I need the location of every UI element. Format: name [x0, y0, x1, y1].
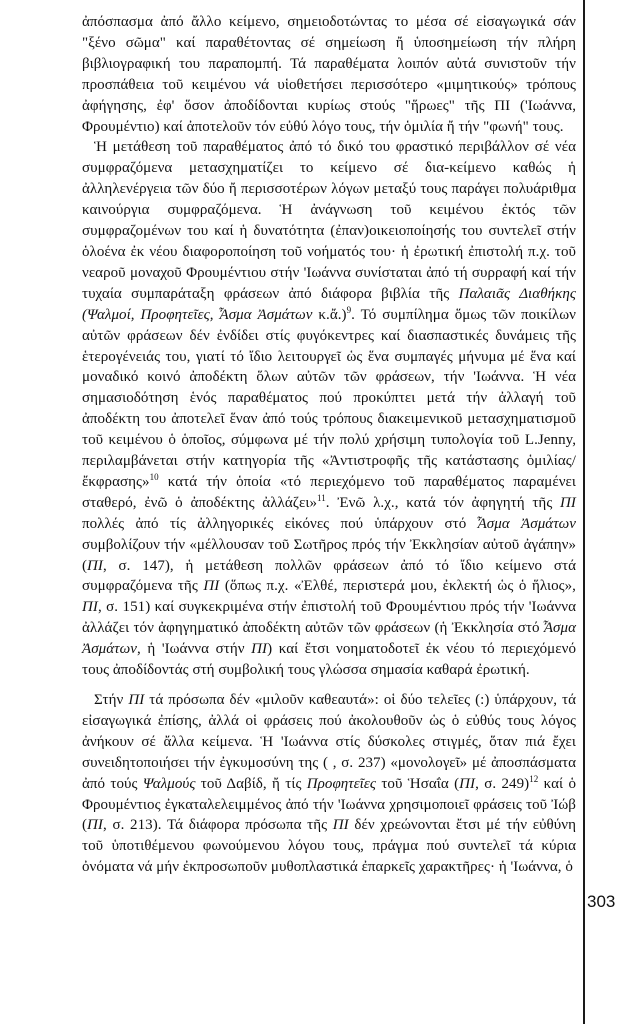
- text-run: Ἡ μετάθεση τοῦ παραθέματος ἀπό τό δικό του φραστικό περιβάλλον σέ νέα συμφραζόμενα μετασχηματίζει το κείμενο σέ δια-κείμενο καθώς ἡ ἀλληλενέργεια τῶν δύο ἤ περισσοτέρων λόγων μεταξύ τους παράγει πολυάριθμα καινούργια συμφραζόμενα. Ἡ ἀνάγνωση τοῦ κειμένου ἐκτός τῶν συμφραζομένων του καί ἡ δυνατότητα (ἐπαν)οικειοποίησής του συντελεῖ στήν ὁλοένα ἐκ νέου διαφοροποίηση τοῦ νοήματός του· ἡ ἐρωτική ἐπιστολή π.χ. τοῦ νεαροῦ μοναχοῦ Φρουμέντιου στήν 'Ιωάννα συνίσταται ἀπό τή συρραφή καί τήν τυχαία συμπαράταξη φράσεων ἀπό διάφορα βιβλία τῆς: [82, 139, 576, 302]
- text-run: κατά τήν ὁποία «τό περιεχόμενο τοῦ παραθέματος παραμένει σταθερό, ἐνῶ ὁ ἀποδέκτης ἀλλάζει»: [82, 473, 576, 511]
- italic-run: Ἆσμα Ἀσμάτων: [477, 515, 576, 532]
- italic-run: ΠΙ: [203, 578, 220, 595]
- italic-run: Παλαιᾶς Διαθήκης (Ψαλμοί, Προφητεῖες, Ἆσμα Ἀσμάτων: [82, 285, 576, 323]
- text-run: πολλές ἀπό τίς ἀλληγορικές εἰκόνες πού ὑπάρχουν στό: [82, 515, 478, 532]
- footnote-ref-9: 9: [346, 304, 352, 315]
- page-number: 303: [587, 892, 616, 911]
- text-run: , σ. 213). Τά διάφορα πρόσωπα τῆς: [102, 817, 333, 834]
- text-run: τά πρόσωπα δέν «μιλοῦν καθεαυτά»: οἱ δύο τελεῖες (:) ὑπάρχουν, τά εἰσαγωγικά ἐπίσης, ἀλλά οἱ φράσεις πού ἀκολουθοῦν ὡς ὁ εὐθύς τους λόγος ἀνήκουν σέ ἄλλα κείμενα. Ἡ 'Ιωάννα στίς δύσκολες στιγμές, ὅταν πιά ἔχει συνειδητοποιήσει τήν ἐγκυμοσύνη της ( , σ. 237) «μονολογεῖ» μέ ἀποσπάσματα ἀπό τούς: [82, 692, 576, 792]
- text-run: συμβολίζουν τήν «μέλλουσαν τοῦ Σωτῆρος πρός τήν Ἐκκλησίαν αὐτοῦ ἀγάπην» (: [82, 536, 576, 574]
- italic-run: ΠΙ: [128, 692, 145, 708]
- paragraph-1: ἀπόσπασμα ἀπό ἄλλο κείμενο, σημειοδοτώντας το μέσα σέ εἰσαγωγικά σάν "ξένο σῶμα" καί παραθέτοντας σέ σημείωση ἤ ὑποσημείωση τήν πλήρη βιβλιογραφική του παραπομπή. Τά παραθέματα λοιπόν αὐτά συνιστοῦν τήν προσπάθεια τοῦ κειμένου νά υἱοθετήσει περισσότερο «μιμητικούς» τρόπους ἀφήγησης, ἐφ' ὅσον ἀποδίδονται κυρίως στούς "ἥρωες" τῆς ΠΙ ('Ιωάννα, Φρουμέντιο) καί ἀποτελοῦν τόν εὐθύ λόγο τους, τήν ὁμιλία ἤ τήν "φωνή" τους.: [82, 14, 576, 135]
- paragraph-3: [82, 690, 576, 878]
- body-text-column: [82, 12, 576, 878]
- italic-run: ΠΙ: [87, 817, 103, 834]
- italic-run: ΠΙ: [87, 557, 103, 574]
- text-run: , σ. 249): [475, 775, 530, 792]
- text-run: τοῦ Ἡσαΐα (: [376, 775, 460, 792]
- text-run: . Ἐνῶ λ.χ., κατά τόν ἀφηγητή τῆς: [325, 494, 561, 511]
- text-run: τοῦ Δαβίδ, ἤ τίς: [195, 775, 307, 792]
- footnote-ref-11: 11: [317, 492, 326, 503]
- italic-run: Ψαλμούς: [142, 775, 196, 792]
- text-run: . Τό συμπίλημα ὅμως τῶν ποικίλων αὐτῶν φράσεων δέν ἐνδίδει στίς φυγόκεντρες καί διασπαστικές δυνάμεις τῆς ἑτερογένειάς του, γιατί τό ἴδιο λειτουργεῖ ὡς ἕνα συμπαγές μήνυμα μέ ἕνα καί μοναδικό κοινό ἀποδέκτη ὅλων αὐτῶν τῶν φράσεων, τήν 'Ιωάννα. Ἡ νέα σημασιοδότηση ἑνός παραθέματος πού προκύπτει μετά τήν ἀλλαγή τοῦ ἀποδέκτη του ἀποτελεῖ ἕναν ἀπό τούς τρόπους διακειμενικοῦ μετασχηματισμοῦ τοῦ κειμένου ὁ ὁποῖος, σύμφωνα μέ τήν πολύ χρήσιμη τυπολογία τοῦ L.Jenny, περιλαμβάνεται στήν κατηγορία τῆς «Ἀντιστροφῆς τῆς κατάστασης ὁμιλίας/ἔκφρασης»: [82, 306, 576, 490]
- footnote-ref-12: 12: [529, 773, 539, 784]
- text-run: (ὅπως π.χ. «Ἐλθέ, περιστερά μου, ἐκλεκτή ὡς ὁ ἥλιος»,: [219, 578, 576, 595]
- text-run: , ἡ 'Ιωάννα στήν: [136, 641, 252, 658]
- text-run: Στήν: [94, 692, 129, 708]
- italic-run: ΠΙ: [332, 817, 349, 834]
- text-run: δέν χρεώνονται ἔτσι μέ τήν εὐθύνη τοῦ ὑποτιθέμενου φωνούμενου λόγου τους, πράγμα πού συντελεῖ τά κύρια ὀνόματα νά μήν ἐκπροσωποῦν μυθοπλαστικά ἐπαρκεῖς χαρακτῆρες· ἡ 'Ιωάννα, ὁ: [82, 817, 576, 876]
- text-run: ) καί ἔτσι νοηματοδοτεῖ ἐκ νέου τό περιεχόμενό τους ἀποδίδοντάς στή συμβολική τους γλώσσα σημασία καθαρά ἐρωτική.: [82, 641, 576, 679]
- paragraph-2: [82, 137, 576, 681]
- text-run: καί ὁ Φρουμέντιος ἐγκαταλελειμμένος ἀπό τήν 'Ιωάννα χρησιμοποιεῖ φράσεις τοῦ Ἰώβ (: [82, 775, 577, 834]
- text-run: κ.ἄ.): [312, 306, 347, 323]
- margin-rule: [583, 0, 585, 1024]
- text-run: , σ. 147), ἡ μετάθεση πολλῶν φράσεων ἀπό τό ἴδιο κείμενο στά συμφραζόμενα τῆς: [82, 557, 576, 595]
- italic-run: ΠΙ: [560, 494, 576, 511]
- italic-run: Προφητεῖες: [306, 775, 376, 792]
- italic-run: ΠΙ: [82, 599, 98, 616]
- italic-run: Ἆσμα Ἀσμάτων: [82, 620, 576, 658]
- text-run: , σ. 151) καί συγκεκριμένα στήν ἐπιστολή τοῦ Φρουμέντιου πρός τήν 'Ιωάννα ἀλλάζει τόν ἀφηγηματικό ἀποδέκτη αὐτῶν τῶν φράσεων (ἡ Ἐκκλησία στό: [82, 599, 576, 637]
- italic-run: ΠΙ: [459, 775, 476, 792]
- footnote-ref-10: 10: [149, 471, 159, 482]
- italic-run: ΠΙ: [251, 641, 268, 658]
